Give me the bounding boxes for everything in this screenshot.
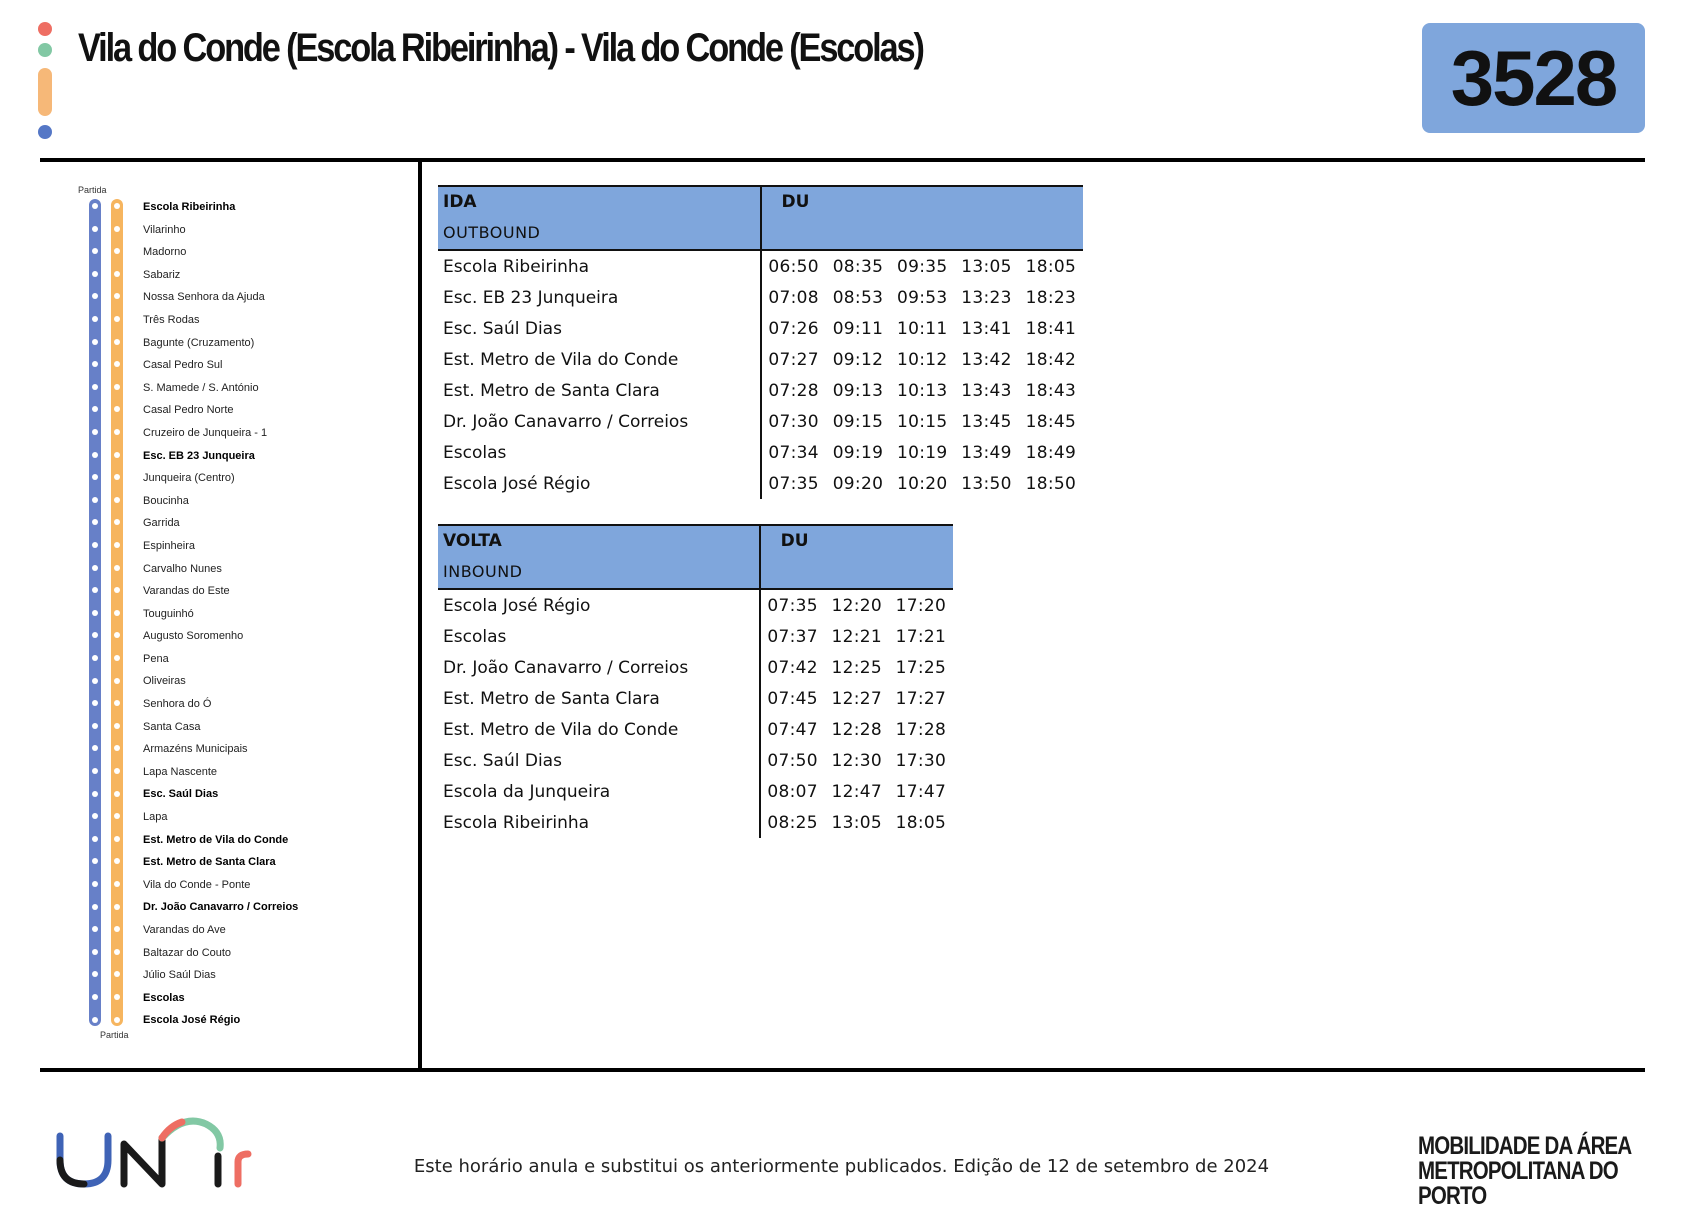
time-cell: 17:20 — [895, 595, 947, 616]
outbound-stop-dot — [92, 565, 98, 571]
table-row — [438, 714, 953, 745]
table-row — [438, 776, 953, 807]
stop-item: Pena — [143, 652, 169, 665]
time-cell: 09:20 — [832, 473, 884, 494]
time-cell: 10:11 — [896, 318, 948, 339]
inbound-stop-dot — [114, 542, 120, 548]
inbound-stop-dot — [114, 565, 120, 571]
start-label-bottom: Partida — [100, 1030, 129, 1040]
time-cell: 18:05 — [895, 812, 947, 833]
amp-logo — [1418, 1134, 1635, 1209]
inbound-timetable — [438, 524, 953, 838]
stop-item: Junqueira (Centro) — [143, 472, 235, 485]
time-cell: 12:21 — [831, 626, 883, 647]
inbound-stop-dot — [114, 768, 120, 774]
stop-item: Vilarinho — [143, 223, 186, 236]
stop-name-cell: Dr. João Canavarro / Correios — [438, 652, 760, 683]
time-cell: 07:34 — [768, 442, 819, 463]
inbound-stop-dot — [114, 452, 120, 458]
stop-name-cell: Escola da Junqueira — [438, 776, 760, 807]
time-cell: 10:20 — [896, 473, 948, 494]
table-row — [438, 313, 1083, 344]
time-cell: 12:25 — [831, 657, 883, 678]
time-cell: 06:50 — [768, 256, 819, 277]
stop-name-cell: Escola José Régio — [438, 589, 760, 621]
outbound-stop-dot — [92, 791, 98, 797]
stop-item: Bagunte (Cruzamento) — [143, 336, 255, 349]
outbound-stop-dot — [92, 339, 98, 345]
table-row — [438, 344, 1083, 375]
time-cell: 09:12 — [832, 349, 884, 370]
inbound-stop-dot — [114, 497, 120, 503]
outbound-stop-dot — [92, 655, 98, 661]
stop-item: Est. Metro de Santa Clara — [143, 856, 276, 869]
stop-item: Carvalho Nunes — [143, 562, 222, 575]
inbound-stop-dot — [114, 429, 120, 435]
stop-item: Garrida — [143, 517, 180, 530]
stop-item: Oliveiras — [143, 675, 186, 688]
stop-item: Cruzeiro de Junqueira - 1 — [143, 426, 268, 439]
time-cell: 12:47 — [831, 781, 883, 802]
time-cell: 17:25 — [895, 657, 947, 678]
inbound-stop-dot — [114, 994, 120, 1000]
time-cell: 12:20 — [831, 595, 883, 616]
time-cell: 18:49 — [1025, 442, 1077, 463]
inbound-stop-dot — [114, 610, 120, 616]
outbound-direction: IDA — [443, 192, 477, 212]
edition-note: Este horário anula e substitui os anteriormente publicados. Edição de 12 de setembro de 2024 — [413, 1156, 1270, 1177]
stop-name-cell: Est. Metro de Vila do Conde — [438, 344, 761, 375]
outbound-stop-dot — [92, 384, 98, 390]
stop-name-cell: Escola Ribeirinha — [438, 807, 760, 838]
time-cell: 09:13 — [832, 380, 884, 401]
time-cell: 13:41 — [961, 318, 1012, 339]
inbound-stop-dot — [114, 316, 120, 322]
outbound-day-type: DU — [781, 192, 810, 212]
time-cell: 12:28 — [831, 719, 883, 740]
stop-name-cell: Est. Metro de Vila do Conde — [438, 714, 760, 745]
outbound-stop-dot — [92, 949, 98, 955]
table-row — [438, 468, 1083, 499]
inbound-stop-dot — [114, 678, 120, 684]
time-cell: 08:53 — [832, 287, 884, 308]
time-cell: 08:07 — [767, 781, 818, 802]
inbound-stop-dot — [114, 339, 120, 345]
time-cell: 17:47 — [895, 781, 947, 802]
inbound-direction-en: INBOUND — [443, 562, 523, 581]
time-cell: 10:13 — [896, 380, 948, 401]
inbound-stop-dot — [114, 904, 120, 910]
outbound-stop-dot — [92, 678, 98, 684]
stop-item: S. Mamede / S. António — [143, 381, 259, 394]
outbound-stop-dot — [92, 1017, 98, 1023]
time-cell: 17:21 — [895, 626, 947, 647]
inbound-stop-dot — [114, 271, 120, 277]
outbound-direction-en: OUTBOUND — [443, 223, 541, 242]
inbound-rows — [438, 589, 953, 838]
time-cell: 18:23 — [1025, 287, 1077, 308]
stop-name-cell: Esc. Saúl Dias — [438, 745, 760, 776]
inbound-stop-dot — [114, 226, 120, 232]
stop-item: Santa Casa — [143, 720, 201, 733]
stop-item: Casal Pedro Norte — [143, 404, 234, 417]
time-cell: 13:50 — [961, 473, 1012, 494]
amp-logo-line2: METROPOLITANA DO PORTO — [1418, 1157, 1618, 1210]
inbound-stop-dot — [114, 949, 120, 955]
table-row — [438, 589, 953, 621]
outbound-stop-dot — [92, 497, 98, 503]
table-row — [438, 683, 953, 714]
stop-item: Escola Ribeirinha — [143, 201, 236, 213]
table-row — [438, 282, 1083, 313]
time-cell: 07:47 — [767, 719, 818, 740]
time-cell: 13:05 — [961, 256, 1012, 277]
stop-item: Augusto Soromenho — [143, 630, 244, 643]
time-cell: 18:41 — [1025, 318, 1077, 339]
stop-item: Sabariz — [143, 268, 181, 281]
time-cell: 07:08 — [768, 287, 819, 308]
outbound-stop-dot — [92, 610, 98, 616]
table-row — [438, 250, 1083, 282]
stop-name-cell: Dr. João Canavarro / Correios — [438, 406, 761, 437]
inbound-stop-dot — [114, 791, 120, 797]
outbound-stop-dot — [92, 452, 98, 458]
time-cell: 08:25 — [767, 812, 818, 833]
time-cell: 10:12 — [896, 349, 948, 370]
inbound-header — [438, 525, 760, 589]
stop-item: Casal Pedro Sul — [143, 359, 223, 372]
time-cell: 17:28 — [895, 719, 947, 740]
stop-name-cell: Est. Metro de Santa Clara — [438, 375, 761, 406]
outbound-stop-dot — [92, 271, 98, 277]
stop-item: Touguinhó — [143, 607, 194, 620]
time-cell: 18:50 — [1025, 473, 1077, 494]
stop-item: Armazéns Municipais — [143, 743, 248, 756]
stop-item: Lapa Nascente — [143, 765, 217, 778]
outbound-stop-dot — [92, 542, 98, 548]
stop-item: Varandas do Ave — [143, 924, 226, 936]
table-row — [438, 652, 953, 683]
table-row — [438, 406, 1083, 437]
stop-item: Esc. EB 23 Junqueira — [143, 449, 255, 462]
time-cell: 12:30 — [831, 750, 883, 771]
time-cell: 18:05 — [1025, 256, 1077, 277]
stop-name-cell: Escola Ribeirinha — [438, 250, 761, 282]
time-cell: 13:43 — [961, 380, 1012, 401]
outbound-stop-dot — [92, 723, 98, 729]
start-label-top: Partida — [78, 185, 107, 195]
time-cell: 07:37 — [767, 626, 818, 647]
outbound-stop-dot — [92, 836, 98, 842]
stop-item: Três Rodas — [143, 313, 200, 326]
time-cell: 13:45 — [961, 411, 1012, 432]
time-cell: 13:42 — [961, 349, 1012, 370]
inbound-stop-dot — [114, 1017, 120, 1023]
time-cell: 17:27 — [895, 688, 947, 709]
stop-list — [143, 196, 298, 1032]
time-cell: 07:28 — [768, 380, 819, 401]
inbound-stop-dot — [114, 836, 120, 842]
outbound-stop-dot — [92, 881, 98, 887]
stop-item: Baltazar do Couto — [143, 946, 232, 959]
time-cell: 18:45 — [1025, 411, 1077, 432]
outbound-stop-dot — [92, 226, 98, 232]
outbound-timetable — [438, 185, 1083, 499]
time-cell: 12:27 — [831, 688, 883, 709]
stop-item: Madorno — [143, 246, 187, 259]
time-cell: 10:19 — [896, 442, 948, 463]
inbound-stop-dot — [114, 203, 120, 209]
stop-name-cell: Escolas — [438, 621, 760, 652]
page-title: Vila do Conde (Escola Ribeirinha) - Vila do Conde (Escolas) — [78, 26, 923, 70]
stop-item: Espinheira — [143, 539, 195, 552]
time-cell: 18:42 — [1025, 349, 1077, 370]
time-cell: 18:43 — [1025, 380, 1077, 401]
outbound-stop-dot — [92, 904, 98, 910]
table-row — [438, 437, 1083, 468]
table-row — [438, 375, 1083, 406]
inbound-day-type: DU — [780, 531, 809, 551]
time-cell: 07:50 — [767, 750, 818, 771]
outbound-day-type-header — [761, 186, 1084, 250]
time-cell: 09:53 — [896, 287, 948, 308]
time-cell: 07:45 — [767, 688, 818, 709]
time-cell: 07:35 — [767, 595, 818, 616]
outbound-stop-dot — [92, 768, 98, 774]
stop-item: Esc. Saúl Dias — [143, 788, 219, 801]
outbound-stop-dot — [92, 203, 98, 209]
outbound-stop-dot — [92, 429, 98, 435]
time-cell: 17:30 — [895, 750, 947, 771]
stop-item: Senhora do Ó — [143, 698, 212, 711]
time-cell: 13:23 — [961, 287, 1012, 308]
outbound-stop-dot — [92, 316, 98, 322]
time-cell: 13:49 — [961, 442, 1012, 463]
stop-item: Júlio Saúl Dias — [143, 969, 216, 982]
stop-item: Est. Metro de Vila do Conde — [143, 833, 289, 846]
time-cell: 07:30 — [768, 411, 819, 432]
time-cell: 07:42 — [767, 657, 818, 678]
table-row — [438, 621, 953, 652]
time-cell: 09:35 — [896, 256, 948, 277]
time-cell: 10:15 — [896, 411, 948, 432]
stop-item: Nossa Senhora da Ajuda — [143, 291, 265, 304]
time-cell: 07:26 — [768, 318, 819, 339]
time-cell: 13:05 — [831, 812, 883, 833]
stop-item: Dr. João Canavarro / Correios — [143, 901, 299, 914]
stop-name-cell: Escolas — [438, 437, 761, 468]
stop-name-cell: Est. Metro de Santa Clara — [438, 683, 760, 714]
stop-name-cell: Esc. EB 23 Junqueira — [438, 282, 761, 313]
outbound-stop-dot — [92, 994, 98, 1000]
inbound-direction: VOLTA — [443, 531, 502, 551]
table-row — [438, 807, 953, 838]
route-number-badge: 3528 — [1422, 23, 1645, 133]
time-cell: 09:15 — [832, 411, 884, 432]
inbound-stop-dot — [114, 723, 120, 729]
stop-item: Escolas — [143, 991, 185, 1004]
stop-item: Boucinha — [143, 494, 189, 507]
stop-item: Vila do Conde - Ponte — [143, 878, 251, 891]
stop-item: Lapa — [143, 811, 168, 824]
inbound-stop-dot — [114, 384, 120, 390]
inbound-stop-dot — [114, 881, 120, 887]
stop-item: Escola José Régio — [143, 1014, 241, 1027]
time-cell: 08:35 — [832, 256, 884, 277]
time-cell: 09:19 — [832, 442, 884, 463]
stop-diagram — [0, 0, 420, 1070]
inbound-day-type-header — [760, 525, 953, 589]
outbound-header — [438, 186, 761, 250]
time-cell: 07:27 — [768, 349, 819, 370]
stop-name-cell: Esc. Saúl Dias — [438, 313, 761, 344]
outbound-rows — [438, 250, 1083, 499]
stop-item: Varandas do Este — [143, 585, 230, 598]
time-cell: 09:11 — [832, 318, 884, 339]
unir-logo — [54, 1108, 264, 1192]
amp-logo-line1: MOBILIDADE DA ÁREA — [1418, 1132, 1632, 1160]
time-cell: 07:35 — [768, 473, 819, 494]
table-row — [438, 745, 953, 776]
stop-name-cell: Escola José Régio — [438, 468, 761, 499]
inbound-stop-dot — [114, 655, 120, 661]
